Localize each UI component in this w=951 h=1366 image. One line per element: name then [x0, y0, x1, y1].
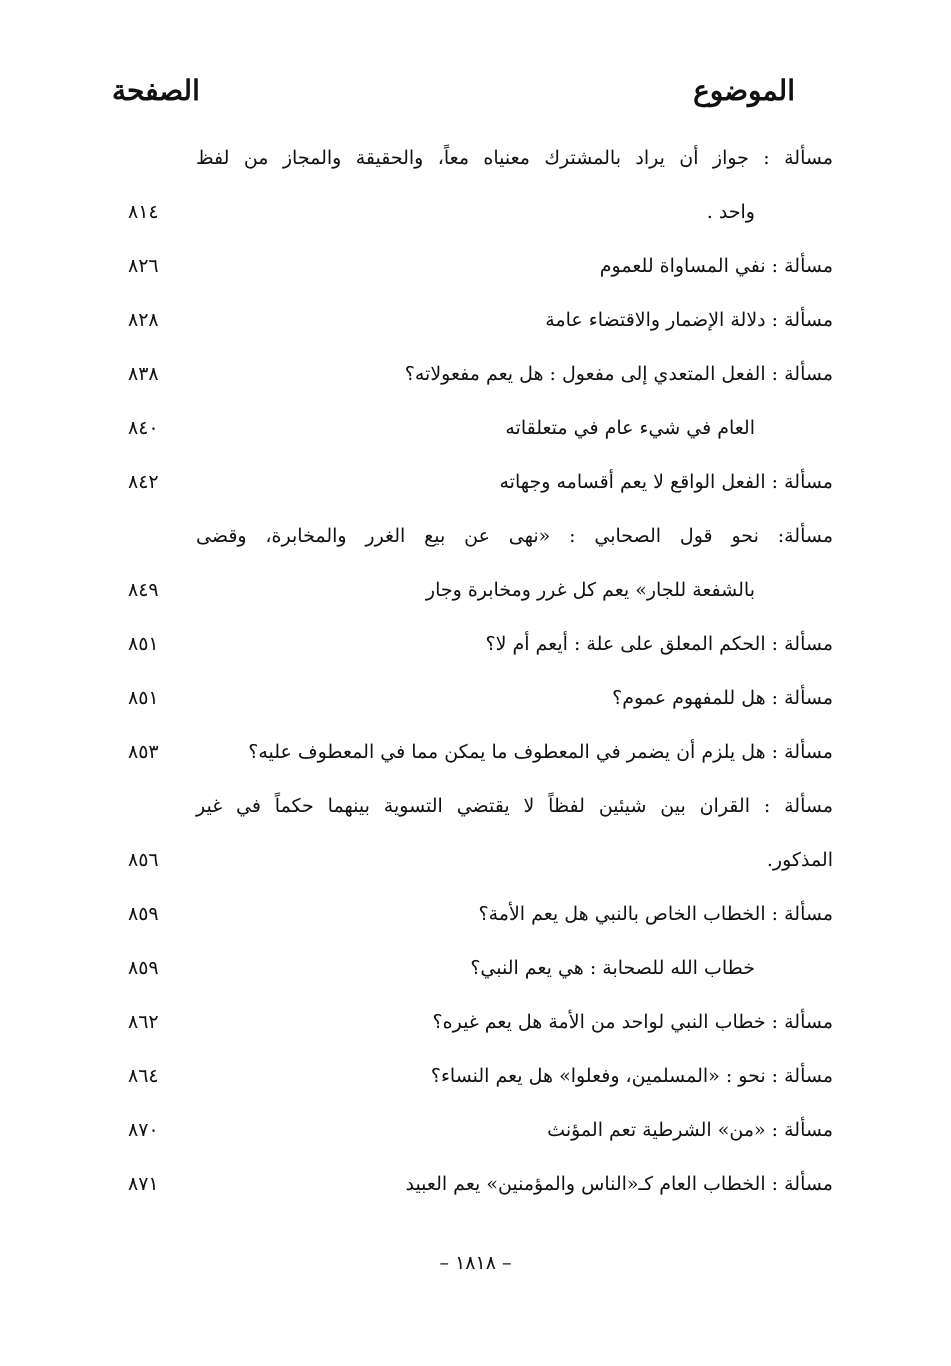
- toc-entry-text: مسألة : الفعل المتعدي إلى مفعول : هل يعم مفعولاته؟: [404, 363, 833, 385]
- toc-entry-page: ٨٥٩: [128, 903, 159, 925]
- toc-entry: [0, 1056, 951, 1096]
- toc-entry-page: ٨٤٠: [128, 417, 159, 439]
- toc-entry: [0, 678, 951, 718]
- page-number: – ١٨١٨ –: [439, 1252, 512, 1274]
- toc-entry-text: بالشفعة للجار» يعم كل غرر ومخابرة وجار: [425, 579, 755, 601]
- toc-entry: [0, 948, 951, 988]
- toc-entry: [0, 408, 951, 448]
- toc-entry: [0, 462, 951, 502]
- toc-entry-page: ٨٤٢: [128, 471, 159, 493]
- toc-entry-text: مسألة : دلالة الإضمار والاقتضاء عامة: [545, 309, 833, 331]
- toc-entry-text: مسألة : الحكم المعلق على علة : أيعم أم لا؟: [485, 633, 833, 655]
- toc-entry: [0, 1002, 951, 1042]
- toc-entry-text: مسألة : هل يلزم أن يضمر في المعطوف ما يمكن مما في المعطوف عليه؟: [248, 741, 833, 763]
- toc-entry: [0, 786, 951, 826]
- page-column-header: الصفحة: [112, 74, 200, 107]
- toc-entry: [0, 624, 951, 664]
- toc-entry-page: ٨٥٣: [128, 741, 159, 763]
- toc-entry: [0, 516, 951, 556]
- toc-entry-text: مسألة : جواز أن يراد بالمشترك معنياه معاً، والحقيقة والمجاز من لفظ: [196, 147, 833, 169]
- toc-entry-text: مسألة: نحو قول الصحابي : «نهى عن بيع الغرر والمخابرة، وقضى: [196, 525, 833, 547]
- toc-entry-text: مسألة : الخطاب العام كـ«الناس والمؤمنين» يعم العبيد: [405, 1173, 833, 1195]
- toc-entry-text: مسألة : هل للمفهوم عموم؟: [612, 687, 833, 709]
- toc-entry-text: المذكور.: [766, 849, 833, 871]
- toc-entry: [0, 192, 951, 232]
- toc-entry-page: ٨٧٠: [128, 1119, 159, 1141]
- toc-entry: [0, 570, 951, 610]
- topic-column-header: الموضوع: [693, 74, 795, 107]
- toc-entry-text: مسألة : «من» الشرطية تعم المؤنث: [547, 1119, 833, 1141]
- toc-entry-page: ٨٣٨: [128, 363, 159, 385]
- toc-entry-page: ٨٢٦: [128, 255, 159, 277]
- toc-entry-page: ٨٦٤: [128, 1065, 159, 1087]
- toc-entry: [0, 246, 951, 286]
- toc-entry-text: واحد .: [706, 201, 755, 223]
- toc-entry-page: ٨٥٦: [128, 849, 159, 871]
- toc-entry: [0, 138, 951, 178]
- toc-entry-text: مسألة : نحو : «المسلمين، وفعلوا» هل يعم النساء؟: [430, 1065, 833, 1087]
- toc-entry-page: ٨١٤: [128, 201, 159, 223]
- toc-entry: [0, 1110, 951, 1150]
- toc-entry-text: مسألة : الخطاب الخاص بالنبي هل يعم الأمة؟: [478, 903, 833, 925]
- toc-entry-page: ٨٥١: [128, 687, 159, 709]
- toc-entry-page: ٨٦٢: [128, 1011, 159, 1033]
- toc-entry: [0, 354, 951, 394]
- toc-entry-page: ٨٤٩: [128, 579, 159, 601]
- toc-entry-page: ٨٢٨: [128, 309, 159, 331]
- toc-entry: [0, 894, 951, 934]
- toc-entry-page: ٨٥١: [128, 633, 159, 655]
- toc-entry-text: مسألة : القران بين شيئين لفظاً لا يقتضي التسوية بينهما حكماً في غير: [196, 795, 833, 817]
- toc-entry: [0, 1164, 951, 1204]
- toc-entry-page: ٨٧١: [128, 1173, 159, 1195]
- toc-entry-text: مسألة : خطاب النبي لواحد من الأمة هل يعم غيره؟: [432, 1011, 833, 1033]
- toc-entry-text: خطاب الله للصحابة : هي يعم النبي؟: [470, 957, 755, 979]
- toc-entry: [0, 300, 951, 340]
- toc-entry: [0, 732, 951, 772]
- toc-entry-text: العام في شيء عام في متعلقاته: [505, 417, 755, 439]
- toc-entry-text: مسألة : الفعل الواقع لا يعم أقسامه وجهاته: [499, 471, 833, 493]
- toc-entry-text: مسألة : نفي المساواة للعموم: [599, 255, 833, 277]
- toc-entry-page: ٨٥٩: [128, 957, 159, 979]
- toc-entry: [0, 840, 951, 880]
